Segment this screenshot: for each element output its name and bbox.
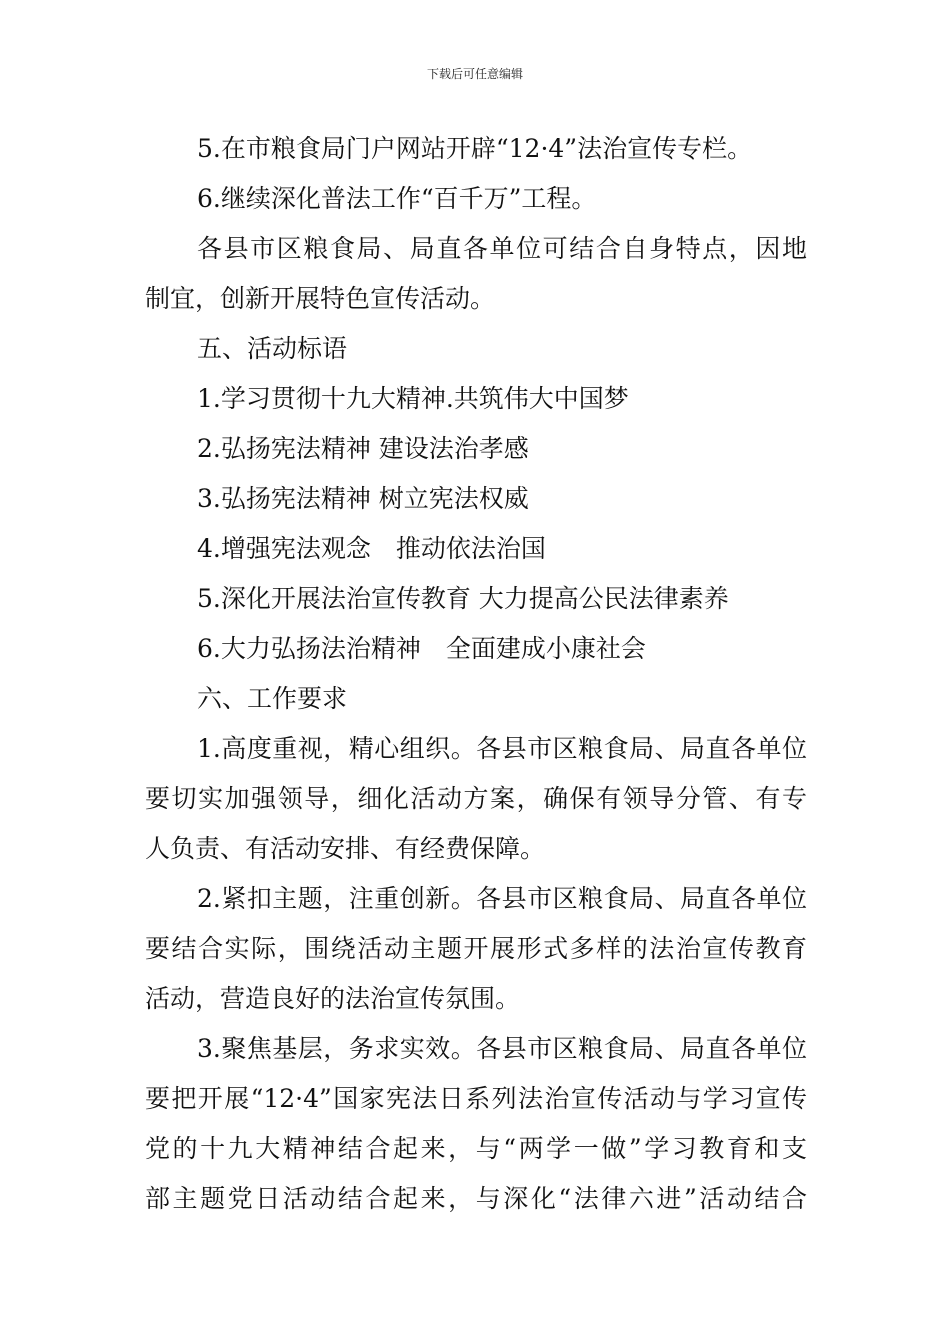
paragraph-line: 要把开展“12·4”国家宪法日系列法治宣传活动与学习宣传 [145,1084,807,1113]
paragraph-line: 人负责、有活动安排、有经费保障。 [145,834,546,863]
section-heading: 六、工作要求 [197,684,348,713]
paragraph-line: 制宜，创新开展特色宣传活动。 [145,284,496,313]
slogan-item: 6.大力弘扬法治精神 全面建成小康社会 [197,634,646,663]
section-heading: 五、活动标语 [197,334,348,363]
slogan-item: 3.弘扬宪法精神 树立宪法权威 [197,484,529,513]
page-header: 下载后可任意编辑 [426,67,523,81]
paragraph-line: 部主题党日活动结合起来，与深化“法律六进”活动结合 [145,1184,807,1213]
paragraph-line: 要结合实际，围绕活动主题开展形式多样的法治宣传教育 [145,934,807,963]
slogan-item: 2.弘扬宪法精神 建设法治孝感 [197,434,529,463]
slogan-item: 5.深化开展法治宣传教育 大力提高公民法律素养 [197,584,729,613]
paragraph-line: 2.紧扣主题，注重创新。各县市区粮食局、局直各单位 [197,884,807,913]
paragraph-line: 1.高度重视，精心组织。各县市区粮食局、局直各单位 [197,734,807,763]
paragraph-line: 要切实加强领导，细化活动方案，确保有领导分管、有专 [145,784,807,813]
paragraph-line: 5.在市粮食局门户网站开辟“12·4”法治宣传专栏。 [197,134,753,163]
paragraph-line: 3.聚焦基层，务求实效。各县市区粮食局、局直各单位 [197,1034,807,1063]
paragraph-line: 6.继续深化普法工作“百千万”工程。 [197,184,597,213]
paragraph-line: 党的十九大精神结合起来，与“两学一做”学习教育和支 [145,1134,807,1163]
slogan-item: 4.增强宪法观念 推动依法治国 [197,534,546,563]
paragraph-line: 活动，营造良好的法治宣传氛围。 [145,984,521,1013]
paragraph-line: 各县市区粮食局、局直各单位可结合自身特点，因地 [197,234,807,263]
slogan-item: 1.学习贯彻十九大精神.共筑伟大中国梦 [197,384,629,413]
document-body [145,124,807,1224]
